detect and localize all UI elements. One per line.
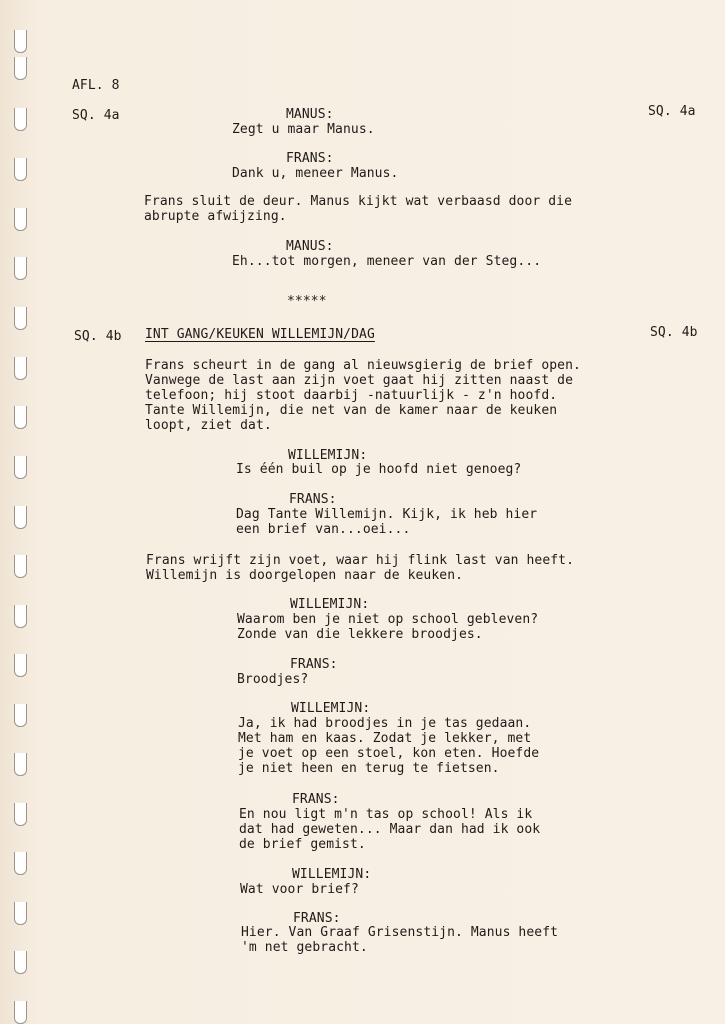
dialogue-line: Wat voor brief? [240,882,359,897]
character-cue: FRANS: [292,792,340,807]
character-cue: FRANS: [289,492,337,507]
binder-hole [14,108,27,131]
binder-hole [14,803,27,826]
sequence-label-left: SQ. 4b [74,329,122,344]
binder-hole [14,456,27,479]
sequence-label-left: SQ. 4a [72,108,120,123]
dialogue-line: Ja, ik had broodjes in je tas gedaan. Met ham en kaas. Zodat je lekker, met je voet op een stoel, kon eten. Hoefde je niet heen en terug te fietsen. [238,716,540,776]
character-cue: WILLEMIJN: [290,597,370,612]
binder-hole [14,555,27,578]
dialogue-line: Eh...tot morgen, meneer van der Steg... [232,254,542,269]
character-cue: MANUS: [286,107,334,122]
binder-hole [14,406,27,429]
scene-heading: INT GANG/KEUKEN WILLEMIJN/DAG [145,327,375,342]
character-cue: FRANS: [293,911,341,926]
binder-hole [14,1001,27,1024]
binder-holes [10,0,32,1024]
character-cue: FRANS: [290,657,338,672]
sequence-label-right: SQ. 4a [648,104,696,119]
binder-hole [14,753,27,776]
binder-hole [14,605,27,628]
action-text: Frans scheurt in de gang al nieuwsgierig de brief open. Vanwege de last aan zijn voet gaat hij zitten naast de telefoon; hij stoot daarbij -natuurlijk - z'n hoofd. Tante Willemijn, die net van de kamer naar de keuken loopt, ziet dat. [145,358,581,433]
binder-hole [14,30,27,53]
binder-hole [14,57,27,80]
sequence-label-right: SQ. 4b [650,325,698,340]
binder-hole [14,208,27,231]
binder-hole [14,158,27,181]
episode-label: AFL. 8 [72,78,120,93]
binder-hole [14,704,27,727]
dialogue-line: Waarom ben je niet op school gebleven? Zonde van die lekkere broodjes. [237,612,539,642]
dialogue-line: Hier. Van Graaf Grisenstijn. Manus heeft 'm net gebracht. [241,925,559,955]
character-cue: WILLEMIJN: [292,867,372,882]
character-cue: MANUS: [286,239,334,254]
action-text: Frans sluit de deur. Manus kijkt wat verbaasd door die abrupte afwijzing. [144,194,573,224]
binder-hole [14,506,27,529]
dialogue-line: Zegt u maar Manus. [232,122,375,137]
character-cue: WILLEMIJN: [291,701,371,716]
dialogue-line: En nou ligt m'n tas op school! Als ik dat had geweten... Maar dan had ik ook de brief gemist. [239,807,541,852]
character-cue: WILLEMIJN: [288,448,368,463]
binder-hole [14,902,27,925]
character-cue: FRANS: [286,151,334,166]
binder-hole [14,654,27,677]
dialogue-line: Dank u, meneer Manus. [232,166,399,181]
dialogue-line: Is één buil op je hoofd niet genoeg? [236,462,522,477]
binder-hole [14,257,27,280]
binder-hole [14,852,27,875]
binder-hole [14,307,27,330]
action-text: Frans wrijft zijn voet, waar hij flink last van heeft. Willemijn is doorgelopen naar de keuken. [146,553,575,583]
binder-hole [14,357,27,380]
dialogue-line: Dag Tante Willemijn. Kijk, ik heb hier een brief van...oei... [236,507,538,537]
binder-hole [14,951,27,974]
dialogue-line: Broodjes? [237,672,309,687]
scene-separator: ***** [287,294,327,309]
